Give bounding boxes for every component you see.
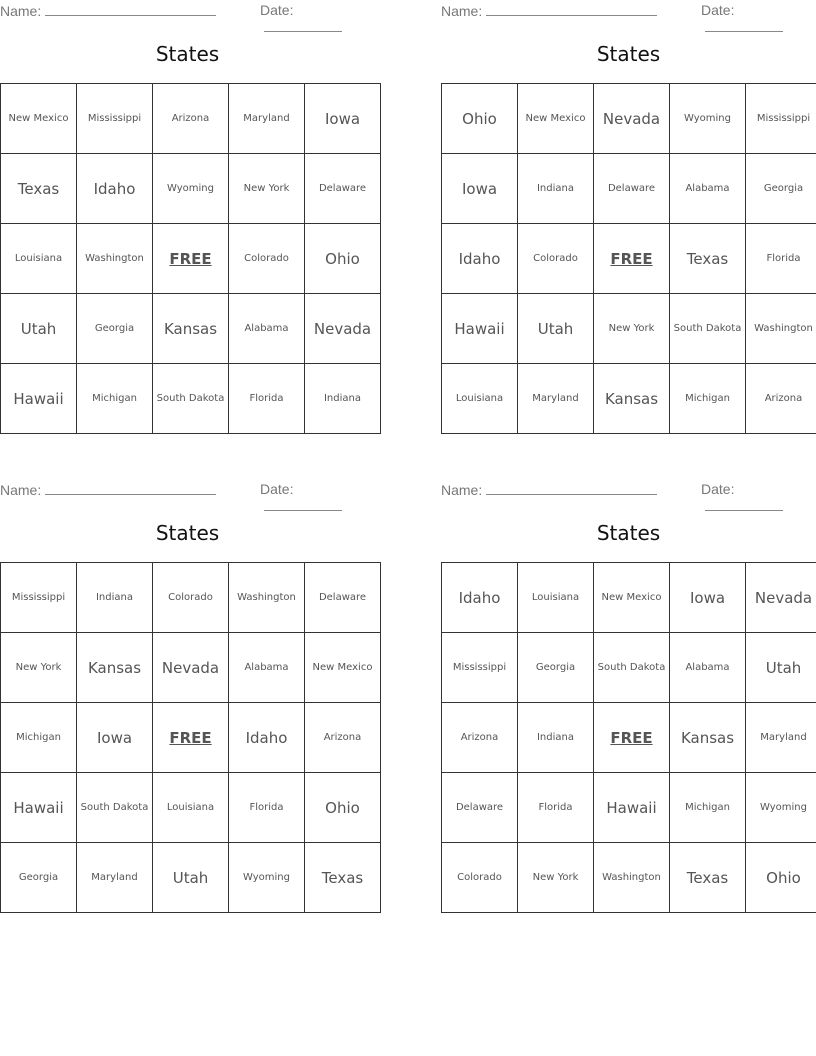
grid-row	[1, 294, 381, 364]
grid-cell: Iowa	[670, 563, 746, 633]
grid-cell: Indiana	[518, 703, 594, 773]
grid-cell: Louisiana	[1, 224, 77, 294]
grid-cell: Maryland	[229, 84, 305, 154]
grid-cell: Kansas	[153, 294, 229, 364]
grid-cell: Maryland	[77, 843, 153, 913]
grid-row	[1, 773, 381, 843]
grid-cell: Wyoming	[229, 843, 305, 913]
grid-cell: Florida	[229, 364, 305, 434]
date-blank	[264, 18, 342, 32]
date-field	[701, 2, 816, 35]
grid-cell: Kansas	[594, 364, 670, 434]
grid-cell: New Mexico	[1, 84, 77, 154]
grid-cell: Arizona	[746, 364, 816, 434]
grid-cell: South Dakota	[594, 633, 670, 703]
grid-cell: Nevada	[594, 84, 670, 154]
name-field	[441, 2, 657, 19]
grid-cell: Michigan	[1, 703, 77, 773]
grid-cell: Wyoming	[670, 84, 746, 154]
grid-cell: Hawaii	[1, 773, 77, 843]
grid-row	[442, 703, 816, 773]
grid-cell: Washington	[77, 224, 153, 294]
name-blank	[486, 2, 657, 16]
card-header	[0, 479, 375, 501]
grid-cell: Hawaii	[442, 294, 518, 364]
grid-cell: Indiana	[305, 364, 381, 434]
name-label: Name:	[0, 482, 42, 498]
date-label: Date:	[260, 2, 294, 18]
grid-row	[442, 773, 816, 843]
grid-cell: Alabama	[670, 633, 746, 703]
grid-cell: Delaware	[442, 773, 518, 843]
grid-cell: Georgia	[518, 633, 594, 703]
date-label: Date:	[701, 481, 735, 497]
grid-row	[1, 84, 381, 154]
grid-cell: New Mexico	[594, 563, 670, 633]
grid-cell: Ohio	[305, 224, 381, 294]
date-blank	[705, 497, 783, 511]
grid-cell: Delaware	[305, 563, 381, 633]
grid-cell: Texas	[1, 154, 77, 224]
grid-cell: Florida	[229, 773, 305, 843]
grid-cell: Indiana	[518, 154, 594, 224]
grid-cell: Delaware	[305, 154, 381, 224]
grid-cell: Georgia	[1, 843, 77, 913]
grid-cell: Georgia	[77, 294, 153, 364]
free-space-cell: FREE	[594, 224, 670, 294]
grid-row	[1, 563, 381, 633]
name-blank	[45, 2, 216, 16]
grid-cell: New York	[594, 294, 670, 364]
name-label: Name:	[441, 3, 483, 19]
date-field	[260, 2, 375, 35]
card-title: States	[155, 521, 220, 545]
grid-row	[442, 843, 816, 913]
grid-cell: Alabama	[229, 294, 305, 364]
grid-row	[1, 154, 381, 224]
date-label: Date:	[701, 2, 735, 18]
grid-cell: Colorado	[229, 224, 305, 294]
grid-cell: Maryland	[746, 703, 816, 773]
name-blank	[486, 481, 657, 495]
grid-row	[442, 364, 816, 434]
grid-cell: Mississippi	[1, 563, 77, 633]
grid-cell: Arizona	[442, 703, 518, 773]
grid-cell: Hawaii	[1, 364, 77, 434]
card-title: States	[596, 42, 661, 66]
grid-cell: Louisiana	[442, 364, 518, 434]
grid-cell: Ohio	[305, 773, 381, 843]
grid-cell: Louisiana	[153, 773, 229, 843]
card-header	[441, 479, 816, 501]
grid-cell: Ohio	[442, 84, 518, 154]
grid-cell: Wyoming	[746, 773, 816, 843]
grid-cell: Kansas	[77, 633, 153, 703]
grid-cell: Utah	[746, 633, 816, 703]
grid-cell: Arizona	[153, 84, 229, 154]
grid-cell: New York	[518, 843, 594, 913]
grid-cell: Michigan	[670, 773, 746, 843]
grid-cell: Idaho	[442, 563, 518, 633]
grid-cell: Georgia	[746, 154, 816, 224]
date-field	[260, 481, 375, 514]
grid-cell: Kansas	[670, 703, 746, 773]
grid-cell: Nevada	[153, 633, 229, 703]
card-header	[441, 0, 816, 22]
grid-row	[1, 843, 381, 913]
date-label: Date:	[260, 481, 294, 497]
card-title: States	[596, 521, 661, 545]
grid-cell: Nevada	[305, 294, 381, 364]
grid-row	[1, 364, 381, 434]
grid-row	[442, 633, 816, 703]
bingo-grid	[0, 562, 381, 913]
grid-cell: South Dakota	[77, 773, 153, 843]
grid-cell: South Dakota	[153, 364, 229, 434]
bingo-grid	[441, 83, 816, 434]
grid-cell: Mississippi	[746, 84, 816, 154]
grid-row	[442, 84, 816, 154]
grid-cell: Iowa	[305, 84, 381, 154]
grid-row	[1, 224, 381, 294]
grid-cell: New Mexico	[305, 633, 381, 703]
grid-cell: Washington	[229, 563, 305, 633]
grid-cell: Iowa	[77, 703, 153, 773]
name-label: Name:	[0, 3, 42, 19]
grid-cell: Mississippi	[77, 84, 153, 154]
grid-cell: Michigan	[77, 364, 153, 434]
grid-cell: Maryland	[518, 364, 594, 434]
name-blank	[45, 481, 216, 495]
grid-cell: Nevada	[746, 563, 816, 633]
date-blank	[264, 497, 342, 511]
grid-cell: Utah	[153, 843, 229, 913]
grid-cell: Utah	[1, 294, 77, 364]
grid-cell: Wyoming	[153, 154, 229, 224]
bingo-grid	[441, 562, 816, 913]
grid-cell: Colorado	[442, 843, 518, 913]
grid-cell: Texas	[670, 224, 746, 294]
grid-row	[1, 633, 381, 703]
grid-cell: Alabama	[670, 154, 746, 224]
grid-row	[442, 224, 816, 294]
grid-cell: Washington	[746, 294, 816, 364]
grid-row	[1, 703, 381, 773]
grid-cell: New Mexico	[518, 84, 594, 154]
name-field	[0, 481, 216, 498]
grid-cell: Idaho	[229, 703, 305, 773]
grid-cell: Idaho	[442, 224, 518, 294]
grid-cell: Iowa	[442, 154, 518, 224]
grid-cell: Delaware	[594, 154, 670, 224]
grid-cell: Colorado	[518, 224, 594, 294]
grid-row	[442, 154, 816, 224]
grid-cell: Ohio	[746, 843, 816, 913]
free-space-cell: FREE	[153, 703, 229, 773]
grid-cell: Alabama	[229, 633, 305, 703]
grid-cell: Washington	[594, 843, 670, 913]
grid-cell: Florida	[746, 224, 816, 294]
grid-cell: South Dakota	[670, 294, 746, 364]
grid-row	[442, 563, 816, 633]
name-field	[0, 2, 216, 19]
grid-cell: Hawaii	[594, 773, 670, 843]
date-blank	[705, 18, 783, 32]
name-label: Name:	[441, 482, 483, 498]
free-space-cell: FREE	[153, 224, 229, 294]
grid-row	[442, 294, 816, 364]
date-field	[701, 481, 816, 514]
grid-cell: Utah	[518, 294, 594, 364]
grid-cell: Texas	[670, 843, 746, 913]
grid-cell: New York	[1, 633, 77, 703]
grid-cell: Arizona	[305, 703, 381, 773]
bingo-grid	[0, 83, 381, 434]
grid-cell: Michigan	[670, 364, 746, 434]
card-header	[0, 0, 375, 22]
grid-cell: Indiana	[77, 563, 153, 633]
card-title: States	[155, 42, 220, 66]
grid-cell: Mississippi	[442, 633, 518, 703]
grid-cell: Idaho	[77, 154, 153, 224]
free-space-cell: FREE	[594, 703, 670, 773]
grid-cell: Texas	[305, 843, 381, 913]
grid-cell: Colorado	[153, 563, 229, 633]
grid-cell: Louisiana	[518, 563, 594, 633]
grid-cell: New York	[229, 154, 305, 224]
name-field	[441, 481, 657, 498]
grid-cell: Florida	[518, 773, 594, 843]
